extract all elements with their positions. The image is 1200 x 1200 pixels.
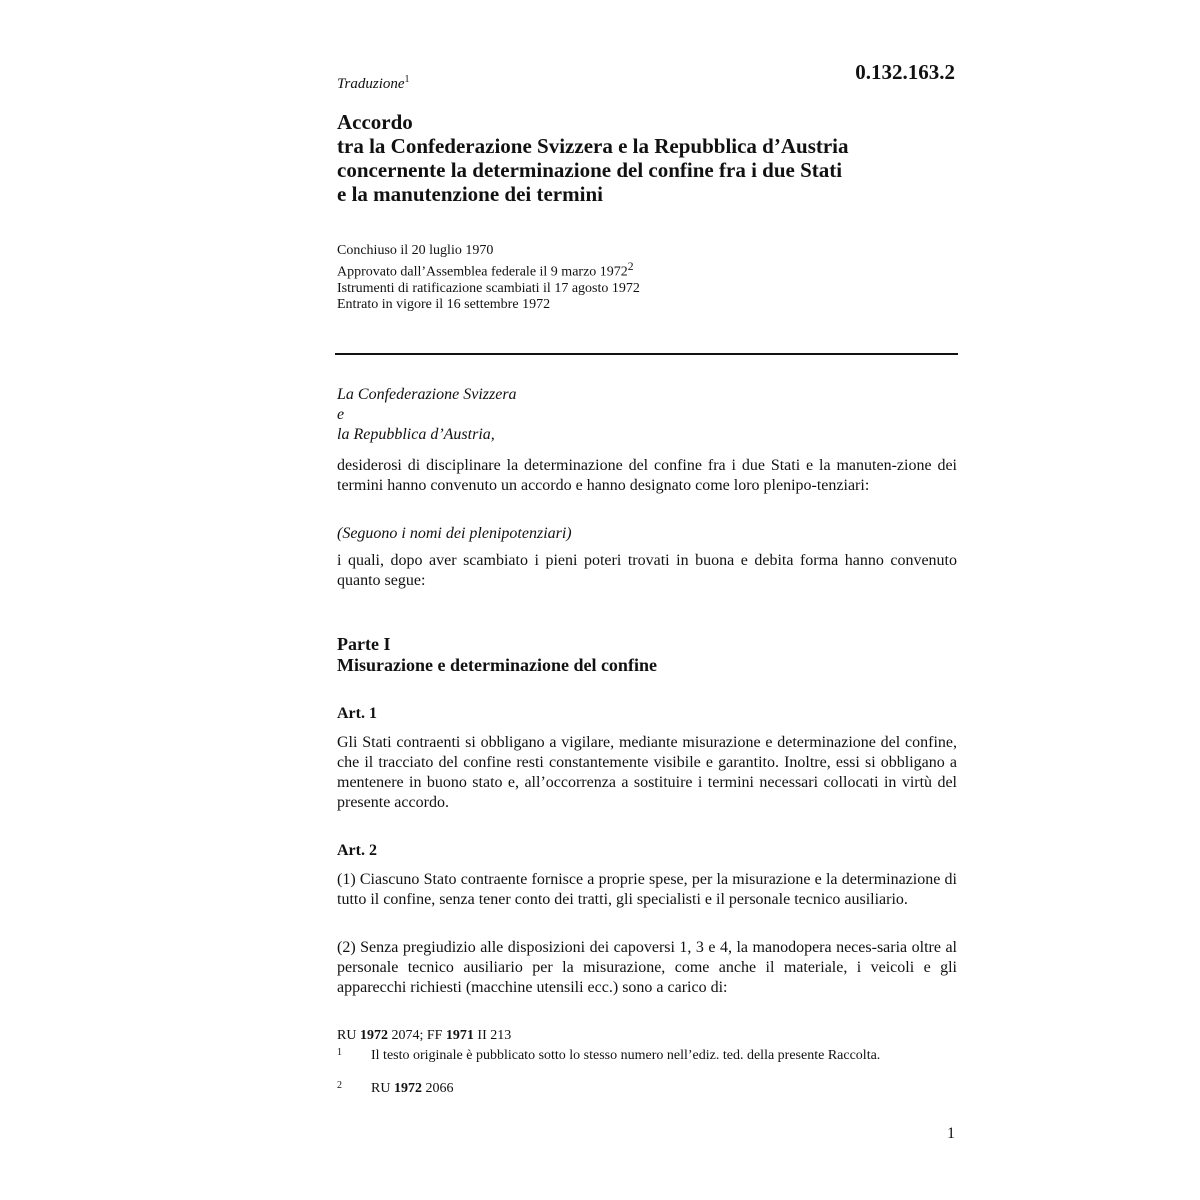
footnote-1 [337,1048,957,1063]
source-ff-label: 2074; FF [387,1028,446,1043]
title-line-1: Accordo [337,110,413,134]
translation-label: Traduzione [337,76,405,92]
title-line-4: e la manutenzione dei termini [337,182,603,206]
article-1-title: Art. 1 [337,705,377,722]
footnote-1-number: 1 [337,1047,342,1058]
part-heading [337,634,957,676]
article-1-text: Gli Stati contraenti si obbligano a vigilare, mediante misurazione e determinazione del confine, che il tracciato del confine resti constantemente visibile e garantito. Inoltre, essi si obbligano a mentenere in buono stato e, all’occorrenza a sostituire i termini necessari collocati in virtù del presente accordo. [337,734,957,811]
article-2-title: Art. 2 [337,842,377,859]
footnote-2-number: 2 [337,1080,342,1091]
date-block [337,243,957,313]
article-2-paragraph-1: (1) Ciascuno Stato contraente fornisce a proprie spese, per la misurazione e la determinazione di tutto il confine, senza tener conto dei tratti, gli specialisti e il personale tecnico ausiliario. [337,871,957,908]
preamble-desiderosi: desiderosi di disciplinare la determinazione del confine fra i due Stati e la manuten-zione dei termini hanno convenuto un accordo e hanno designato come loro plenipo-tenziari: [337,457,957,494]
party-austria: la Repubblica d’Austria, [337,426,495,443]
date-ratification: Istrumenti di ratificazione scambiati il 17 agosto 1972 [337,280,640,296]
source-ff-ref: II 213 [473,1028,512,1043]
footnote-2-text [371,1081,931,1096]
article-2-paragraph-2: (2) Senza pregiudizio alle disposizioni dei capoversi 1, 3 e 4, la manodopera neces-saria oltre al personale tecnico ausiliario per la misurazione, come anche il materiale, i veicoli e gli apparecchi richiesti (macchine utensili ecc.) sono a carico di: [337,939,957,996]
footnote-ref-1[interactable]: 1 [404,74,410,85]
footnote-ref-2[interactable]: 2 [627,260,634,273]
source-citation [337,1028,511,1044]
preamble-plenipotentiaries: (Seguono i nomi dei plenipotenziari) [337,525,572,542]
preamble-agreed: i quali, dopo aver scambiato i pieni poteri trovati in buona e debita forma hanno convenuto quanto segue: [337,552,957,589]
part-title: Misurazione e determinazione del confine [337,655,657,675]
footnote-2 [337,1081,957,1096]
party-switzerland: La Confederazione Svizzera [337,386,517,403]
source-ru-label: RU [337,1028,360,1043]
divider-rule [335,353,958,355]
source-ru-year: 1972 [359,1028,388,1043]
title-line-2: tra la Confederazione Svizzera e la Repubblica d’Austria [337,134,849,158]
page-number: 1 [947,1125,955,1142]
date-approved: Approvato dall’Assemblea federale il 9 marzo 1972 [337,264,628,280]
sr-number: 0.132.163.2 [855,60,955,84]
date-in-force: Entrato in vigore il 16 settembre 1972 [337,296,551,312]
date-approved-line [337,259,957,281]
footnote-2-ru: RU [371,1081,394,1096]
translation-note [337,74,410,93]
source-ff-year: 1971 [445,1028,474,1043]
contracting-parties [337,385,957,445]
date-concluded: Conchiuso il 20 luglio 1970 [337,243,494,258]
title-line-3: concernente la determinazione del confine fra i due Stati [337,158,843,182]
footnote-2-ref: 2066 [421,1081,454,1096]
party-conjunction: e [337,406,345,423]
footnote-2-year: 1972 [393,1081,422,1096]
document-title [337,110,957,206]
part-label: Parte I [337,634,391,654]
footnote-1-text: Il testo originale è pubblicato sotto lo stesso numero nell’ediz. ted. della presente Raccolta. [371,1048,881,1063]
